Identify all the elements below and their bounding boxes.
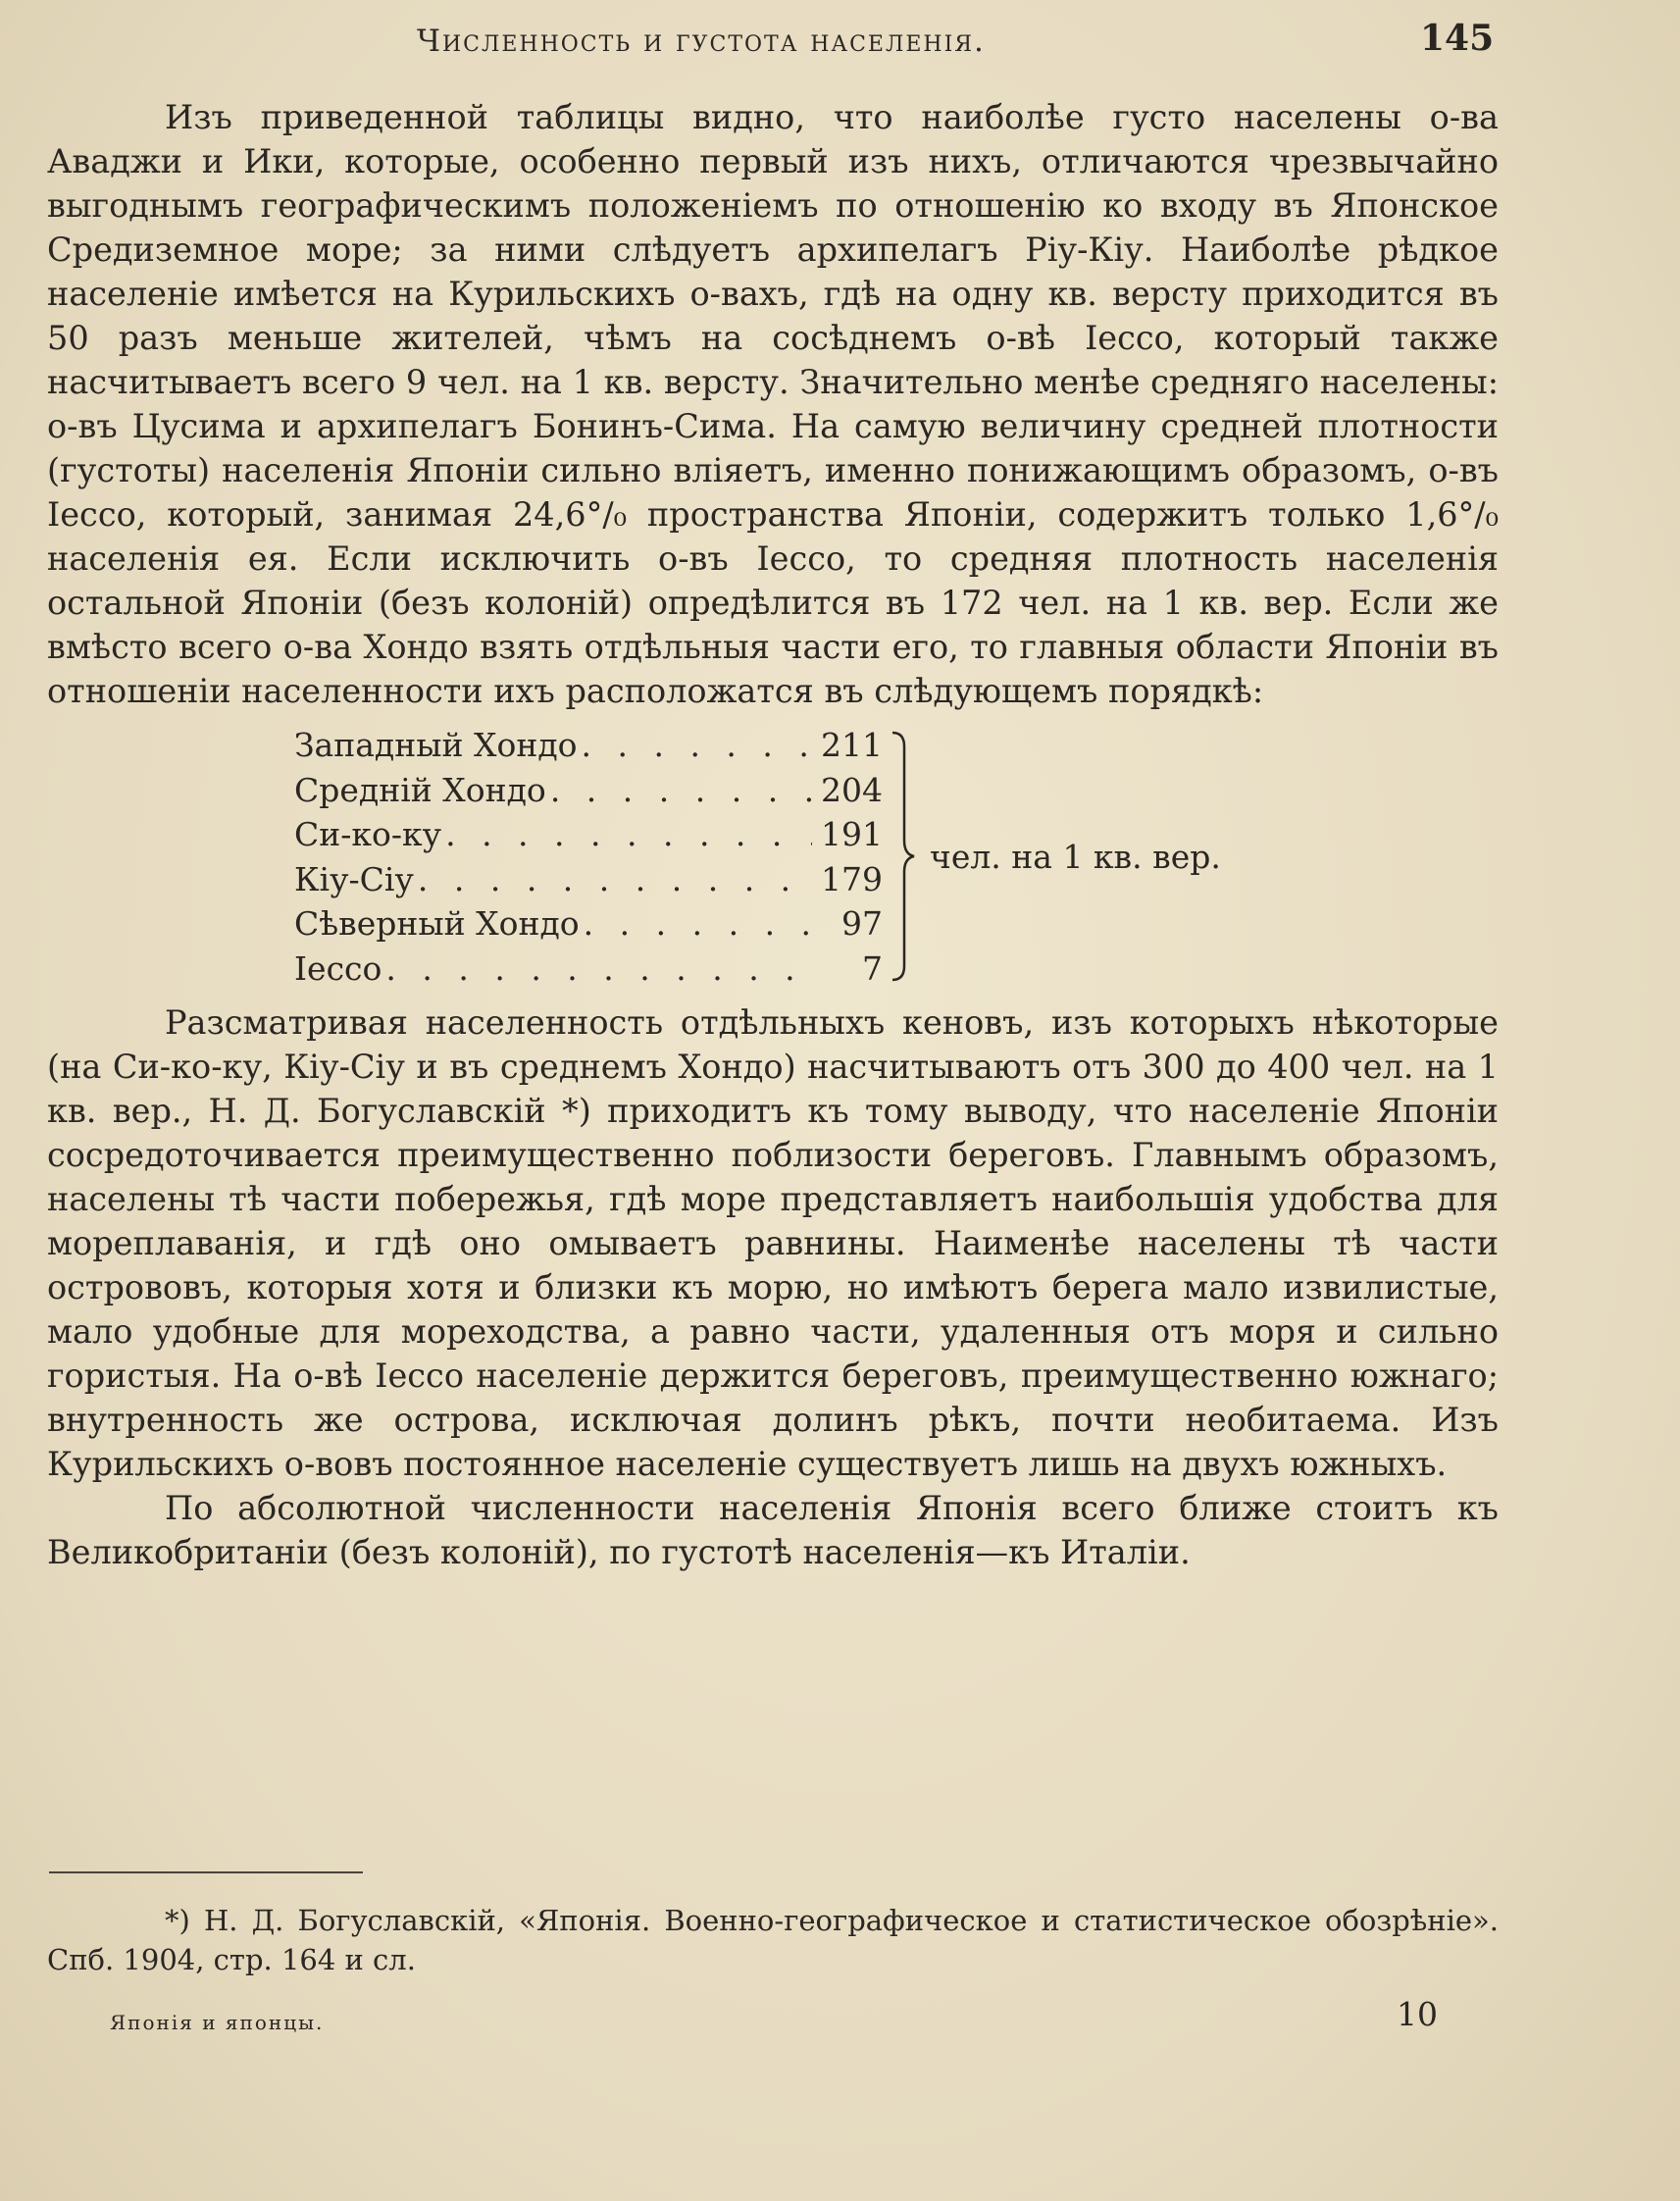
region-name: Сѣверный Хондо <box>294 904 580 943</box>
density-value: 7 <box>862 948 883 988</box>
density-value: 97 <box>841 904 883 943</box>
sheet-number: 10 <box>1397 1995 1438 2033</box>
dot-leader <box>578 723 812 768</box>
paragraph-2: Разсматривая населенность отдѣльныхъ кеновъ, изъ которыхъ нѣкоторые (на Си-ко-ку, Кiу-Сiу и въ среднемъ Хондо) насчитываютъ отъ 300 до 400 чел. на 1 кв. вер., Н. Д. Богуславскiй *) приходитъ къ тому выводу, что населенiе Японiи сосредоточивается преимущественно поблизости береговъ. Главнымъ образомъ, населены тѣ части побережья, гдѣ море представляетъ наибольшiя удобства для мореплаванiя, и гдѣ оно омываетъ равнины. Наименѣе населены тѣ части острововъ, которыя хотя и близки къ морю, но имѣютъ берега мало извилистые, мало удобные для мореходства, а равно части, удаленныя отъ моря и сильно гористыя. На о-вѣ Iессо населенiе держится береговъ, преимущественно южнаго; внутренность же острова, исключая долинъ рѣкъ, почти необитаема. Изъ Курильскихъ о-вовъ постоянное населенiе существуетъ лишь на двухъ южныхъ. <box>47 1003 1499 1483</box>
paragraph-3: По абсолютной численности населенiя Японiя всего ближе стоитъ къ Великобританiи (безъ колонiй), по густотѣ населенiя—къ Италiи. <box>47 1489 1499 1571</box>
table-row <box>294 947 883 992</box>
table-row <box>294 812 883 857</box>
dot-leader <box>546 768 812 813</box>
dot-leader <box>580 901 812 947</box>
table-unit: чел. на 1 кв. вер. <box>930 838 1221 876</box>
dot-leader <box>414 857 812 902</box>
region-name: Си-ко-ку <box>294 815 442 853</box>
density-value: 179 <box>821 859 883 898</box>
dot-leader <box>382 947 812 992</box>
footnote <box>47 1901 1499 1979</box>
printer-signature: Японія и японцы. <box>110 2011 325 2034</box>
region-name: Среднiй Хондо <box>294 770 546 809</box>
table-row <box>294 723 883 768</box>
region-name: Западный Хондо <box>294 726 578 764</box>
body-text <box>47 95 1499 1574</box>
population-density-table <box>294 723 1275 991</box>
paragraph-1: Изъ приведенной таблицы видно, что наиболѣе густо населены о-ва Аваджи и Ики, которые, особенно первый изъ нихъ, отличаются чрезвычайно выгоднымъ географическимъ положенiемъ по отношенiю ко входу въ Японское Средиземное море; за ними слѣдуетъ архипелагъ Рiу-Кiу. Наиболѣе рѣдкое населенiе имѣется на Курильскихъ о-вахъ, гдѣ на одну кв. версту приходится въ 50 разъ меньше жителей, чѣмъ на сосѣднемъ о-вѣ Iессо, который также насчитываетъ всего 9 чел. на 1 кв. версту. Значительно менѣе средняго населены: о-въ Цусима и архипелагъ Бонинъ-Сима. На самую величину средней плотности (густоты) населенiя Японiи сильно влiяетъ, именно понижающимъ образомъ, о-въ Iессо, который, занимая 24,6°/₀ пространства Японiи, содержитъ только 1,6°/₀ населенiя ея. Если исключить о-въ Iессо, то средняя плотность населенiя остальной Японiи (безъ колонiй) опредѣлится въ 172 чел. на 1 кв. вер. Если же вмѣсто всего о-ва Хондо взять отдѣльныя части его, то главныя области Японiи въ отношенiи населенности ихъ расположатся въ слѣдующемъ порядкѣ: <box>47 98 1499 710</box>
table-row <box>294 768 883 813</box>
density-value: 211 <box>821 726 883 764</box>
running-title: Численность и густота населенія. <box>417 24 986 59</box>
region-name: Iессо <box>294 948 382 988</box>
region-name: Кiу-Сiу <box>294 859 414 898</box>
density-value: 204 <box>821 770 883 809</box>
page-number: 145 <box>1420 18 1495 59</box>
table-row <box>294 901 883 947</box>
density-value: 191 <box>821 815 883 853</box>
footnote-divider <box>49 1871 363 1873</box>
table-row <box>294 857 883 902</box>
dot-leader <box>441 812 812 857</box>
running-head <box>0 18 1680 67</box>
footnote-text: *) Н. Д. Богуславскiй, «Японiя. Военно-географическое и статистическое обозрѣнiе». Спб. 1904, стр. 164 и сл. <box>47 1904 1499 1976</box>
right-brace-icon <box>891 731 918 982</box>
